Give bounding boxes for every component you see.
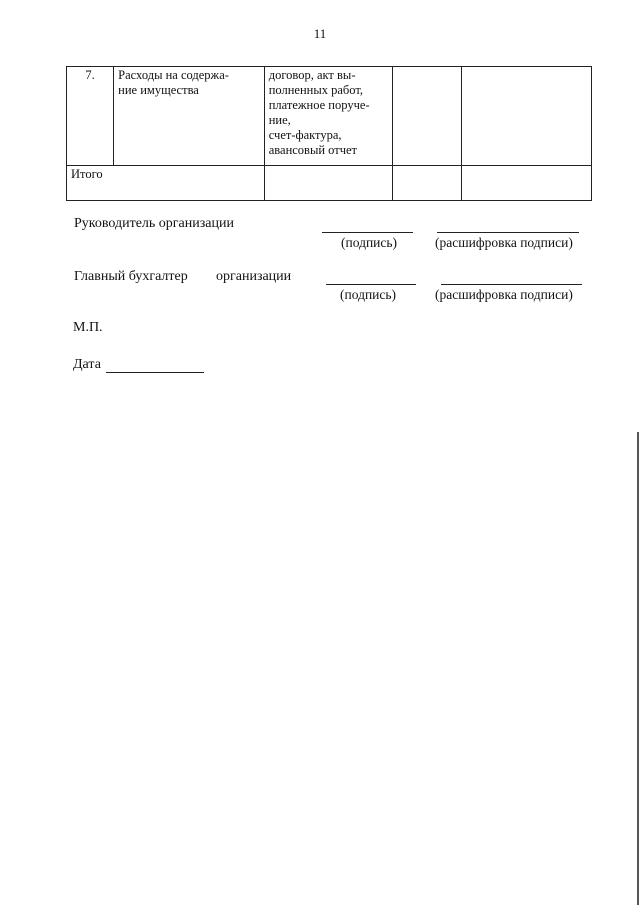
table-row-total [67,166,592,201]
head-decoding-caption: (расшифровка подписи) [435,235,573,250]
stamp-place: М.П. [73,320,103,335]
head-label: Руководитель организации [74,216,234,231]
row-number-cell: 7. [67,67,114,166]
chief-accountant-signature-caption: (подпись) [340,287,397,302]
date-label: Дата [73,357,101,372]
total-label-cell: Итого [67,166,265,201]
head-signature-line[interactable] [322,232,413,233]
head-signature-caption: (подпись) [341,235,398,250]
table-row [67,67,592,166]
expenses-table [66,66,592,201]
page-number: 11 [313,26,327,41]
empty-cell [393,67,462,166]
empty-cell [462,166,592,201]
empty-cell [264,166,392,201]
empty-cell [462,67,592,166]
chief-accountant-signature-line[interactable] [326,284,416,285]
chief-accountant-label: Главный бухгалтер [74,269,188,284]
chief-accountant-decoding-caption: (расшифровка подписи) [435,287,573,302]
expense-name-cell: Расходы на содержа- ние имущества [114,67,265,166]
date-line[interactable] [106,372,204,373]
head-decoding-line[interactable] [437,232,579,233]
documents-cell: договор, акт вы- полненных работ, платежное поруче- ние, счет-фактура, авансовый отчет [264,67,392,166]
scan-edge-line [637,432,639,905]
chief-accountant-label-org: организации [216,269,292,284]
chief-accountant-decoding-line[interactable] [441,284,582,285]
empty-cell [393,166,462,201]
